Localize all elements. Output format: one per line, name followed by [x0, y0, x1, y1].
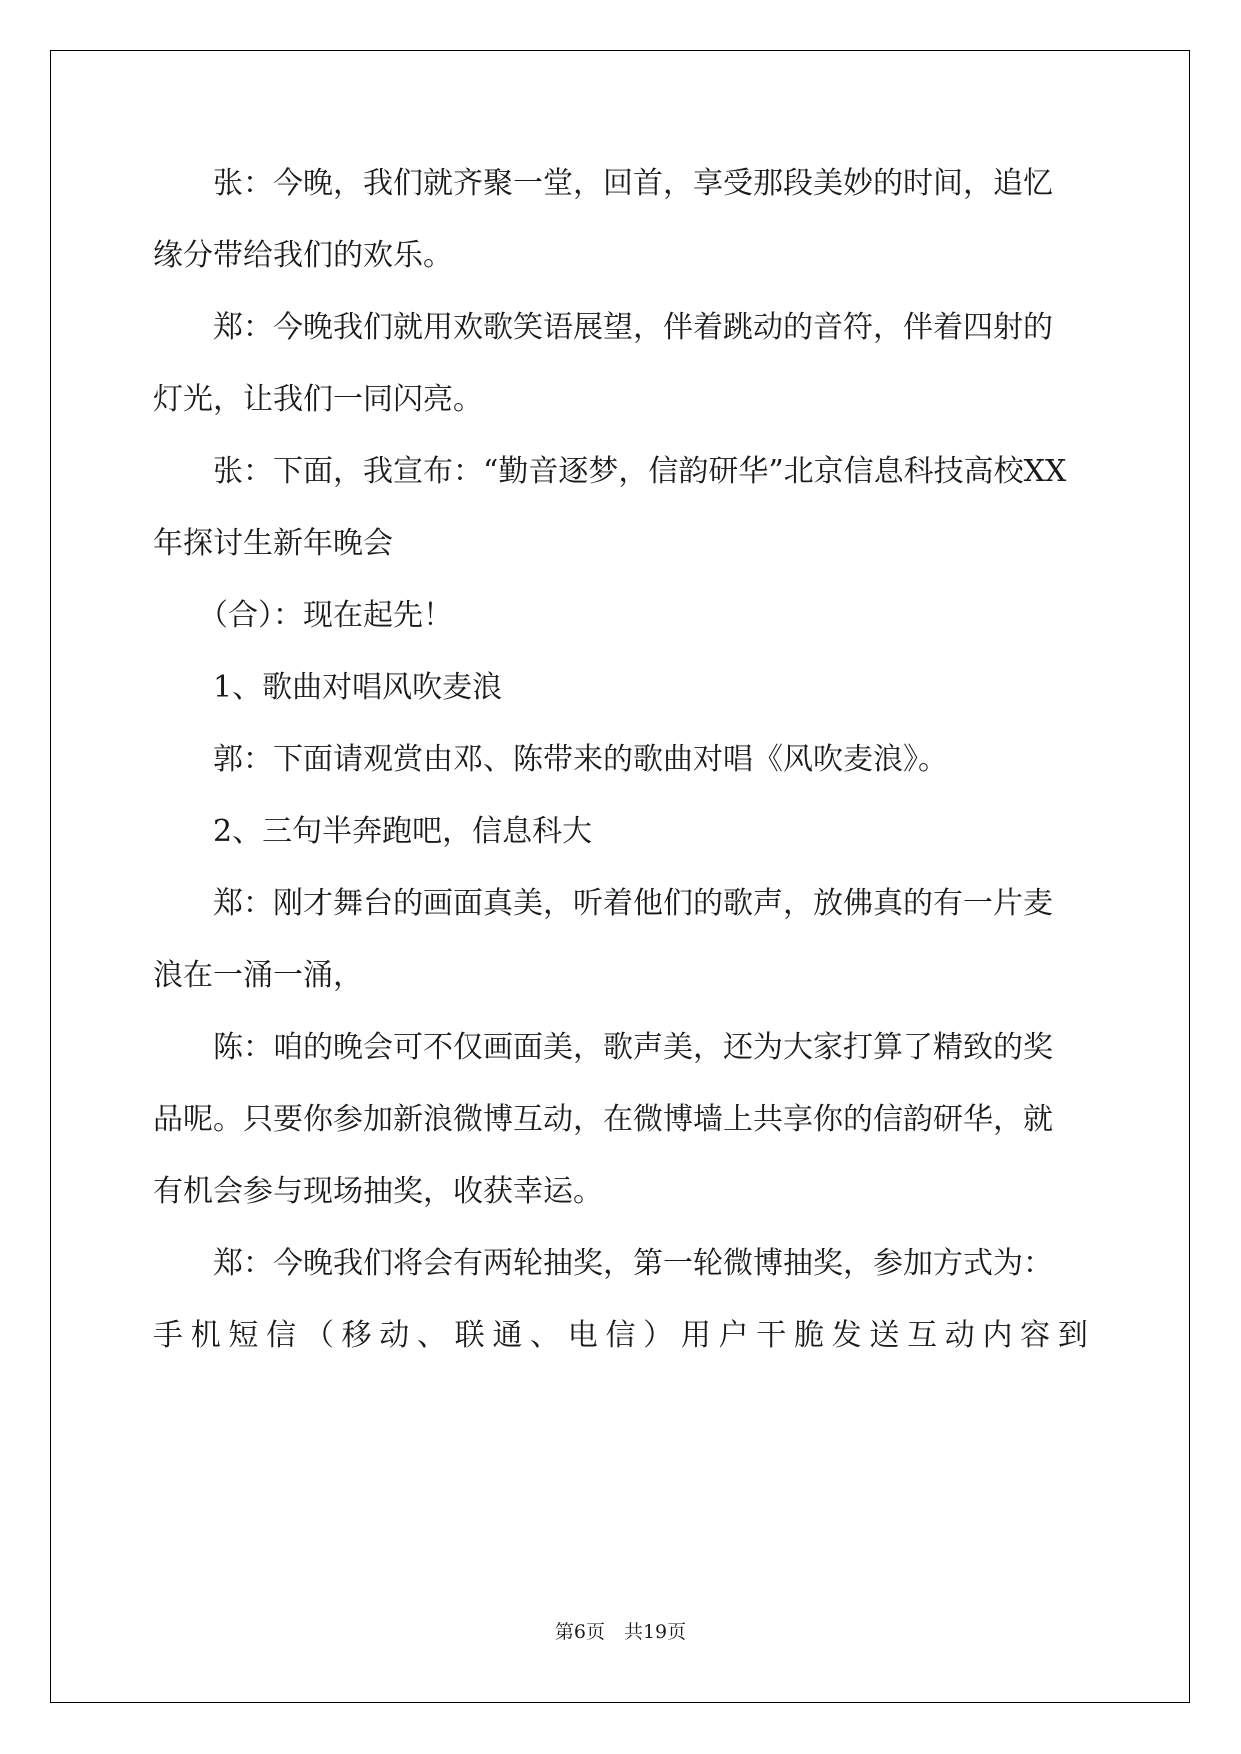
paragraph-line: （合）：现在起先！	[198, 598, 453, 633]
justified-char: （	[303, 1318, 334, 1353]
paragraph-line: 郑：刚才舞台的画面真美，听着他们的歌声，放佛真的有一片麦	[213, 886, 1053, 921]
paragraph-line: 郭：下面请观赏由邓、陈带来的歌曲对唱《风吹麦浪》。	[213, 742, 948, 777]
justified-char: 动	[379, 1318, 410, 1353]
paragraph-line: 有机会参与现场抽奖，收获幸运。	[153, 1174, 603, 1209]
justified-char: 动	[944, 1318, 975, 1353]
paragraph-line: 2、三句半奔跑吧，信息科大	[213, 814, 593, 849]
justified-char: 通	[492, 1318, 523, 1353]
justified-char: 、	[530, 1318, 561, 1353]
justified-char: 信	[266, 1318, 297, 1353]
paragraph-line: 年探讨生新年晚会	[153, 526, 393, 561]
justified-char: 内	[982, 1318, 1013, 1353]
justified-char: 干	[756, 1318, 787, 1353]
justified-char: 互	[907, 1318, 938, 1353]
paragraph-line: 浪在一涌一涌，	[153, 958, 363, 993]
justified-char: ）	[643, 1318, 674, 1353]
justified-char: 送	[869, 1318, 900, 1353]
justified-char: 脆	[793, 1318, 824, 1353]
justified-char: 信	[605, 1318, 636, 1353]
paragraph-line: 张：今晚，我们就齐聚一堂，回首，享受那段美妙的时间，追忆	[213, 166, 1053, 201]
paragraph-line: 品呢。只要你参加新浪微博互动，在微博墙上共享你的信韵研华，就	[153, 1102, 1053, 1137]
justified-char: 户	[718, 1318, 749, 1353]
justified-char: 联	[454, 1318, 485, 1353]
justified-char: 电	[567, 1318, 598, 1353]
paragraph-line: 1、歌曲对唱风吹麦浪	[213, 670, 503, 705]
justified-char: 发	[831, 1318, 862, 1353]
justified-char: 移	[341, 1318, 372, 1353]
justified-char: 机	[190, 1318, 221, 1353]
justified-char: 短	[228, 1318, 259, 1353]
paragraph-line-justified	[153, 1316, 1088, 1356]
paragraph-line: 郑：今晚我们将会有两轮抽奖，第一轮微博抽奖，参加方式为：	[213, 1246, 1053, 1281]
page-number-footer: 第6页 共19页	[554, 1621, 687, 1643]
justified-char: 、	[416, 1318, 447, 1353]
paragraph-line: 陈：咱的晚会可不仅画面美，歌声美，还为大家打算了精致的奖	[213, 1030, 1053, 1065]
paragraph-line: 张：下面，我宣布：“勤音逐梦，信韵研华”北京信息科技高校XX	[213, 454, 1067, 489]
justified-char: 容	[1020, 1318, 1051, 1353]
justified-char: 用	[680, 1318, 711, 1353]
paragraph-line: 缘分带给我们的欢乐。	[153, 238, 453, 273]
paragraph-line: 灯光，让我们一同闪亮。	[153, 382, 483, 417]
justified-char: 手	[153, 1318, 183, 1353]
paragraph-line: 郑：今晚我们就用欢歌笑语展望，伴着跳动的音符，伴着四射的	[213, 310, 1053, 345]
justified-char: 到	[1057, 1318, 1088, 1353]
page-border	[50, 50, 1190, 1703]
